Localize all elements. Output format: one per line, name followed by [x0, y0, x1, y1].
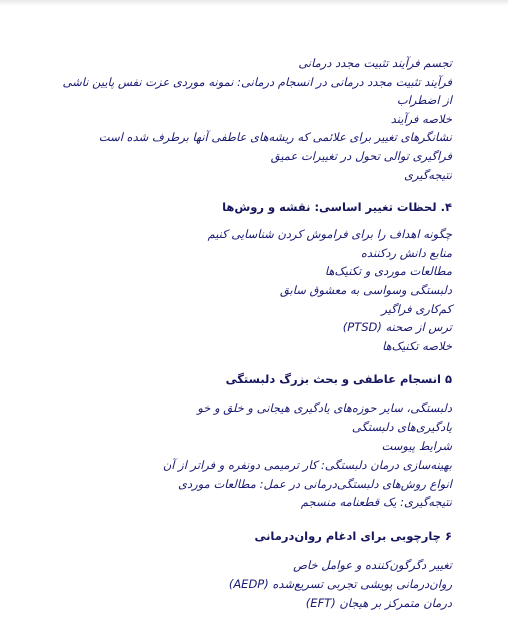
toc-intro-list	[32, 54, 452, 184]
toc-item: از اضطراب	[396, 93, 452, 108]
table-of-contents	[32, 54, 452, 612]
toc-item: چگونه اهداف را برای فراموش کردن شناسایی کنیم	[207, 227, 452, 242]
toc-item: روان‌درمانی پویشی تجربی تسریع‌شده (AEDP)	[228, 576, 452, 591]
section-heading: ۶ چارچوبی برای ادغام روان‌درمانی	[254, 529, 452, 544]
toc-section-4	[32, 198, 452, 355]
toc-section-5	[32, 370, 452, 512]
toc-item: فراگیری توالی تحول در تغییرات عمیق	[270, 148, 452, 163]
section-heading: ۴. لحظات تغییر اساسی: نقشه و روش‌ها	[222, 200, 452, 215]
toc-item: فرآیند تثبیت مجدد درمانی در انسجام درمانی: نمونه موردی عزت نفس پایین ناشی	[62, 74, 452, 89]
toc-item: منابع دانش ردکننده	[360, 245, 452, 260]
section-heading: ۵ انسجام عاطفی و بحث بزرگ دلبستگی	[225, 372, 452, 387]
toc-item: کم‌کاری فراگیر	[381, 301, 452, 316]
toc-item: خلاصه تکنیک‌ها	[382, 338, 452, 353]
toc-item: دلبستگی، سایر حوزه‌های یادگیری هیجانی و خلق و خو	[197, 401, 452, 416]
toc-item: دلبستگی وسواسی به معشوق سابق	[279, 282, 452, 297]
toc-item: انواع روش‌های دلبستگی‌درمانی در عمل: مطالعات موردی	[178, 476, 452, 491]
toc-item: ترس از صحنه (PTSD)	[342, 320, 452, 335]
toc-item: بهینه‌سازی درمان دلبستگی: کار ترمیمی دونفره و فراتر از آن	[162, 457, 452, 472]
toc-item: نتیجه‌گیری	[403, 167, 452, 182]
page-top-edge	[0, 0, 508, 6]
toc-item: تجسم فرآیند تثبیت مجدد درمانی	[298, 56, 452, 70]
toc-item: مطالعات موردی و تکنیک‌ها	[324, 264, 452, 279]
toc-item: یادگیری‌های دلبستگی	[351, 420, 452, 435]
toc-item: خلاصه فرآیند	[390, 111, 452, 126]
toc-item: نشانگرهای تغییر برای علائمی که ریشه‌های عاطفی آنها برطرف شده است	[98, 130, 452, 145]
toc-item: شرایط پیوست	[381, 438, 452, 453]
toc-section-6	[32, 527, 452, 612]
toc-item: نتیجه‌گیری: یک قطعنامه منسجم	[300, 495, 452, 510]
toc-item: تغییر دگرگون‌کننده و عوامل خاص	[293, 558, 452, 573]
toc-item: درمان متمرکز بر هیجان (EFT)	[305, 595, 452, 610]
